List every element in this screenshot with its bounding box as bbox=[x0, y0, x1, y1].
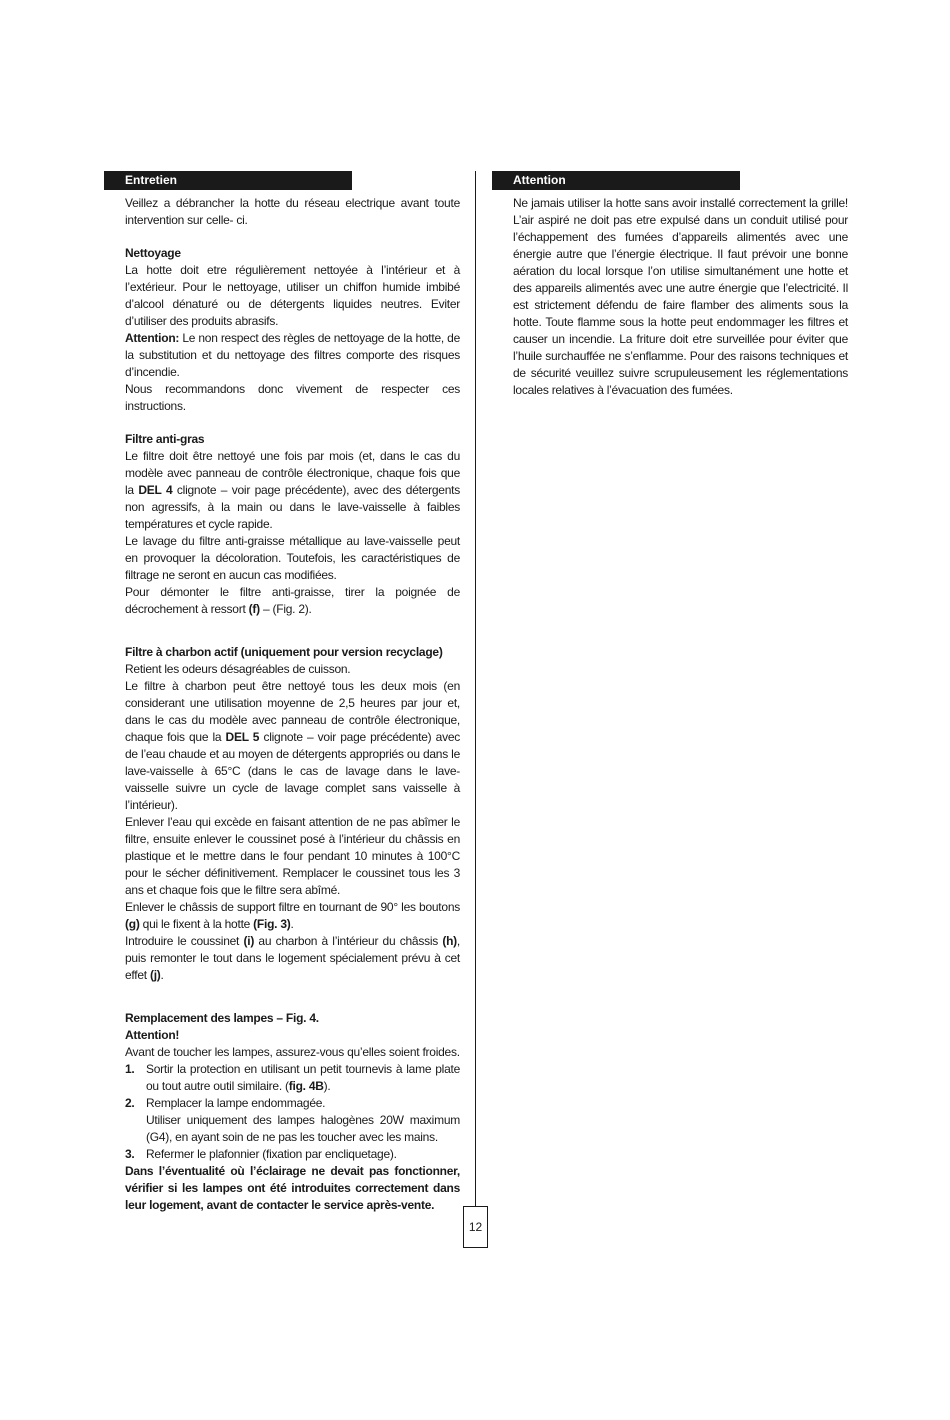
text: Enlever le châssis de support filtre en tournant de 90° les boutons bbox=[125, 900, 460, 914]
charbon-paragraph-3: Enlever l’eau qui excède en faisant attention de ne pas abîmer le filtre, ensuite enlever le coussinet posé à l’intérieur du châssis en plastique et le mettre dans le four pendant 10 minutes à 100°C pour le sécher définitivement. Remplacer le coussinet tous les 3 ans et chaque fois que le filtre sera abîmé. bbox=[125, 815, 460, 897]
list-item bbox=[125, 1146, 460, 1163]
ref-f: (f) bbox=[248, 602, 260, 616]
list-subtext: Utiliser uniquement des lampes halogènes 20W maximum (G4), en ayant soin de ne pas les toucher avec les mains. bbox=[146, 1113, 460, 1144]
del4-label: DEL 4 bbox=[138, 483, 173, 497]
attention-paragraph: Ne jamais utiliser la hotte sans avoir installé correctement la grille! L’air aspiré ne doit pas etre expulsé dans un conduit utilisé pour l’échappement des fumées d’appareils alimentés avec une énergie autre que l’énergie électrique. Il faut prévoir une bonne aération du local lorsque l’on utilise simultanément une hotte et des appareils alimentés avec une autre énergie que l’electricité. Il est strictement défendu de faire flamber des aliments sous la hotte. Toute flamme sous la hotte peut endommager les filtres et causer un incendie. La friture doit etre surveillée pour éviter que l’huile surchauffée ne s’enflamme. Pour des raisons techniques et de sécurité veuillez suivre scrupuleusement les réglementations locales relatives à l’évacuation des fumées. bbox=[513, 196, 848, 397]
list-text bbox=[146, 1061, 460, 1095]
list-number: 3. bbox=[125, 1147, 135, 1161]
nettoyage-recommendation: Nous recommandons donc vivement de respecter ces instructions. bbox=[125, 382, 460, 413]
charbon-paragraph-4 bbox=[125, 899, 460, 933]
list-text: Remplacer la lampe endommagée. bbox=[146, 1096, 326, 1110]
text: Le filtre doit être nettoyé une fois par mois (et, dans le cas du modèle avec panneau de contrôle électronique, chaque fois que la bbox=[125, 449, 460, 497]
text: ). bbox=[323, 1079, 331, 1093]
nettoyage-attention-paragraph bbox=[125, 330, 460, 381]
lampes-warning: Dans l’éventualité où l’éclairage ne devait pas fonctionner, vérifier si les lampes ont été introduites correctement dans leur logement, avant de contacter le service après-vente. bbox=[125, 1164, 460, 1212]
text: – (Fig. 2). bbox=[259, 602, 312, 616]
right-column bbox=[513, 195, 848, 399]
filtre-paragraph-2: Le lavage du filtre anti-graisse métallique au lave-vaisselle peut en provoquer la décoloration. Toutefois, les caractéristiques de filtrage ne seront en aucun cas modifiées. bbox=[125, 534, 460, 582]
ref-h: (h) bbox=[442, 934, 457, 948]
text: au charbon à l’intérieur du châssis bbox=[254, 934, 443, 948]
text: clignote – voir page précédente), avec des détergents non agressifs, à la main ou dans le lave-vaisselle à faibles températures et cycle rapide. bbox=[125, 483, 460, 531]
attention-text: Le non respect des règles de nettoyage de la hotte, de la substitution et du nettoyage des filtres comporte des risques d’incendie. bbox=[125, 331, 460, 379]
section-header-entretien: Entretien bbox=[104, 171, 352, 190]
nettoyage-paragraph: La hotte doit etre régulièrement nettoyée à l’intérieur et à l’extérieur. Pour le nettoyage, utiliser un chiffon humide imbibé d’alcool dénaturé ou de détergents liquides neutres. Eviter d’utiliser des produits abrasifs. bbox=[125, 263, 460, 328]
filtre-paragraph-3 bbox=[125, 584, 460, 618]
text: , puis remonter le tout dans le logement spécialement prévu à cet effet bbox=[125, 934, 460, 982]
list-number: 2. bbox=[125, 1096, 135, 1110]
list-number: 1. bbox=[125, 1062, 135, 1076]
list-text: Refermer le plafonnier (fixation par encliquetage). bbox=[146, 1147, 397, 1161]
text: qui le fixent à la hotte bbox=[139, 917, 254, 931]
text: Le filtre à charbon peut être nettoyé tous les deux mois (en considerant une utilisation moyenne de 2,5 heures par jour et, dans le cas du modèle avec panneau de contrôle électronique, chaque fois que la bbox=[125, 679, 460, 744]
ref-fig3: (Fig. 3) bbox=[253, 917, 291, 931]
list-item bbox=[125, 1061, 460, 1095]
lampes-intro: Avant de toucher les lampes, assurez-vous qu’elles soient froides. bbox=[125, 1045, 460, 1059]
text: . bbox=[290, 917, 294, 931]
lampes-attention: Attention! bbox=[125, 1028, 180, 1042]
attention-label: Attention: bbox=[125, 331, 180, 345]
column-divider bbox=[475, 171, 476, 1207]
text: Sortir la protection en utilisant un petit tournevis à lame plate ou tout autre outil similaire. ( bbox=[146, 1062, 460, 1093]
charbon-paragraph-1: Retient les odeurs désagréables de cuisson. bbox=[125, 662, 351, 676]
list-item bbox=[125, 1095, 460, 1112]
ref-fig4b: fig. 4B bbox=[288, 1079, 324, 1093]
filtre-heading: Filtre anti-gras bbox=[125, 432, 205, 446]
intro-paragraph: Veillez a débrancher la hotte du réseau electrique avant toute intervention sur celle- ci. bbox=[125, 196, 460, 227]
text: clignote – voir page précédente) avec de l’eau chaude et au moyen de détergents appropriés ou dans le lave-vaisselle à 65°C (dans le cas de lavage dans le lave-vaisselle suivre un cycle de lavage complet sans vaisselle à l’intérieur). bbox=[125, 730, 460, 812]
filtre-paragraph-1 bbox=[125, 448, 460, 533]
charbon-paragraph-2 bbox=[125, 678, 460, 814]
left-column bbox=[125, 195, 460, 1214]
lampes-heading: Remplacement des lampes – Fig. 4. bbox=[125, 1011, 319, 1025]
page-number: 12 bbox=[463, 1206, 488, 1248]
text: . bbox=[160, 968, 164, 982]
nettoyage-heading: Nettoyage bbox=[125, 246, 181, 260]
charbon-heading: Filtre à charbon actif (uniquement pour version recyclage) bbox=[125, 645, 443, 659]
text: Introduire le coussinet bbox=[125, 934, 244, 948]
text: Pour démonter le filtre anti-graisse, tirer la poignée de décrochement à ressort bbox=[125, 585, 460, 616]
section-header-attention: Attention bbox=[492, 171, 740, 190]
del5-label: DEL 5 bbox=[225, 730, 260, 744]
ref-i: (i) bbox=[243, 934, 255, 948]
charbon-paragraph-5 bbox=[125, 933, 460, 984]
ref-j: (j) bbox=[149, 968, 161, 982]
ref-g: (g) bbox=[125, 917, 140, 931]
